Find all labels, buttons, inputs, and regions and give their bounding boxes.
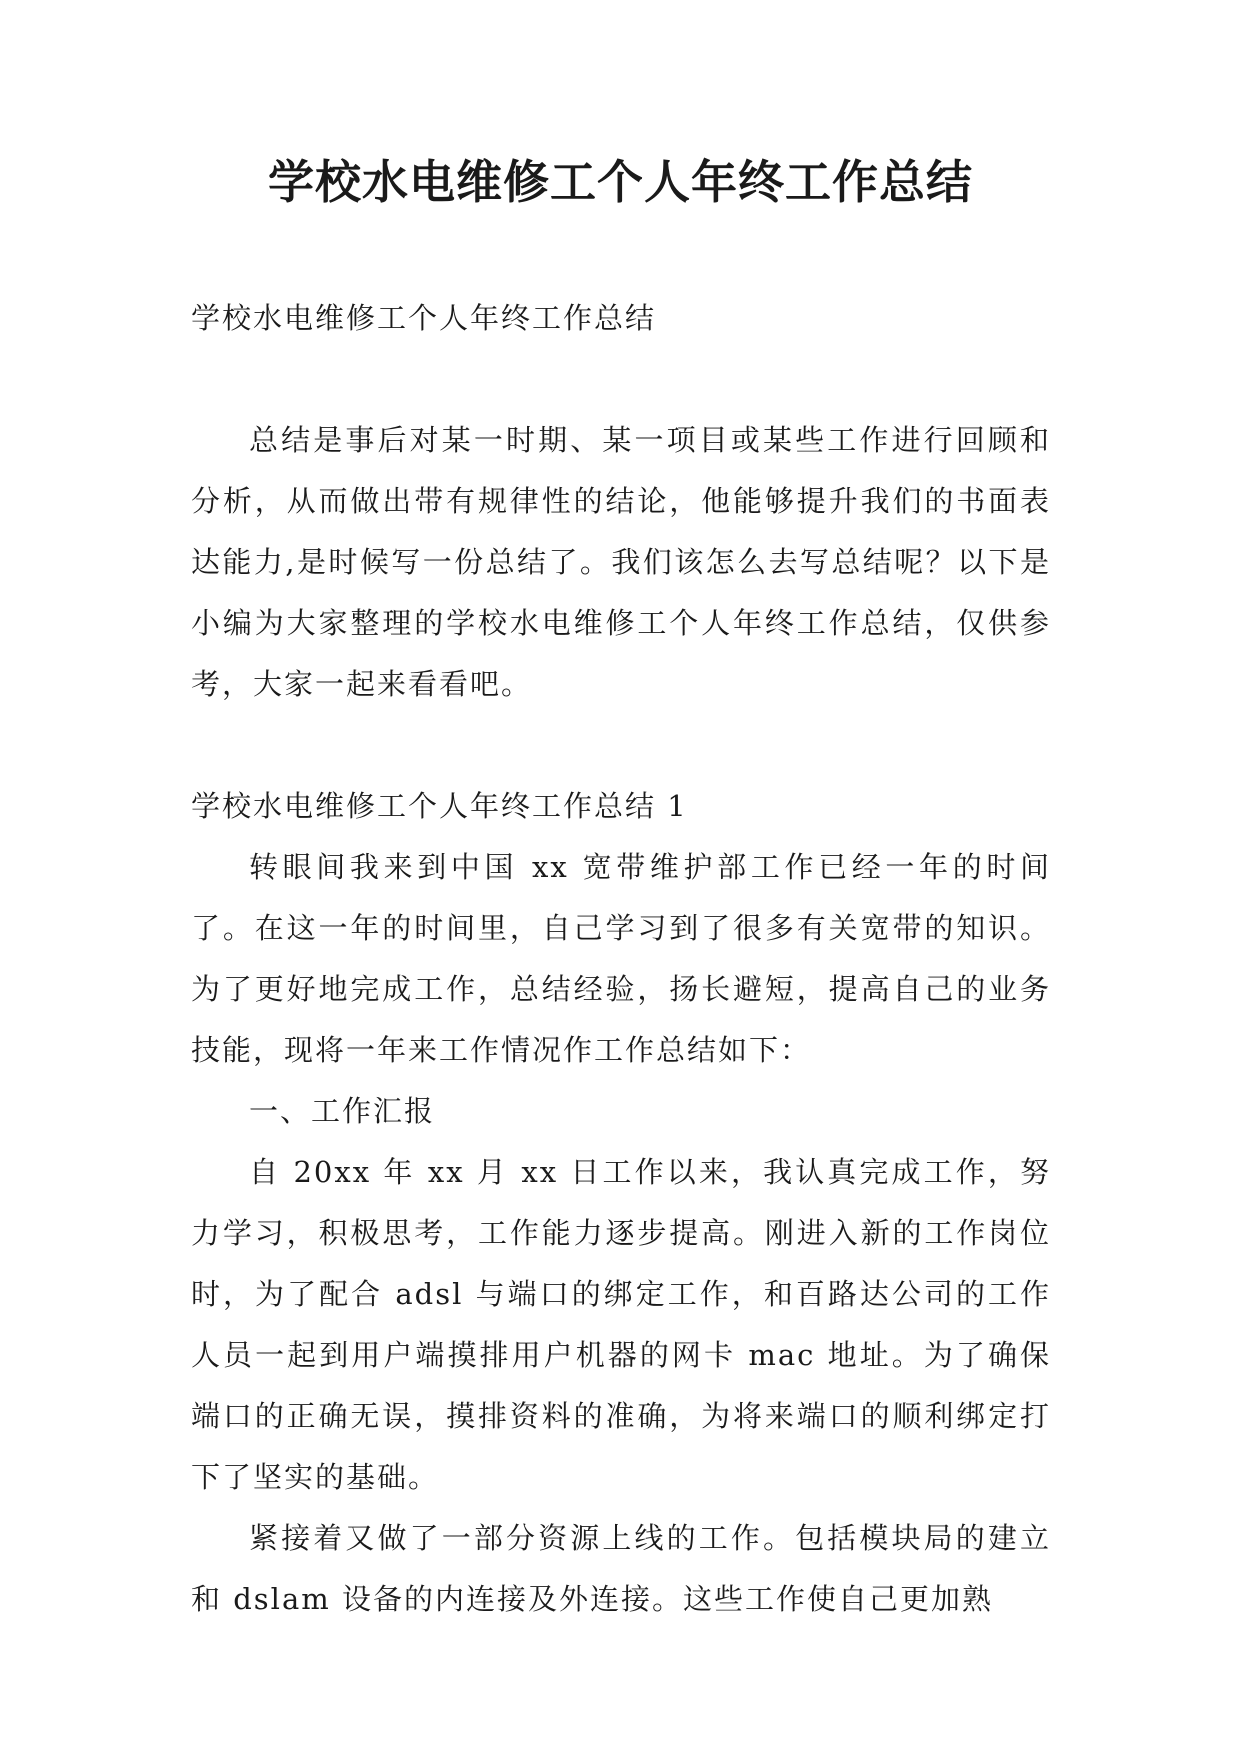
document-title: 学校水电维修工个人年终工作总结 — [268, 155, 973, 209]
intro-paragraph: 总结是事后对某一时期、某一项目或某些工作进行回顾和分析，从而做出带有规律性的结论，他能够提升我们的书面表达能力,是时候写一份总结了。我们该怎么去写总结呢？以下是小编为大家整理的学校水电维修工个人年终工作总结，仅供参考，大家一起来看看吧。 — [191, 423, 1051, 701]
document-subtitle: 学校水电维修工个人年终工作总结 — [191, 301, 657, 335]
body-paragraph-3: 紧接着又做了一部分资源上线的工作。包括模块局的建立和 dslam 设备的内连接及外连接。这些工作使自己更加熟 — [191, 1521, 1051, 1616]
document-body — [191, 288, 1051, 1630]
section-heading-work-report: 一、工作汇报 — [249, 1094, 436, 1128]
body-paragraph-2: 自 20xx 年 xx 月 xx 日工作以来，我认真完成工作，努力学习，积极思考，工作能力逐步提高。刚进入新的工作岗位时，为了配合 adsl 与端口的绑定工作，和百路达公司的工作人员一起到用户端摸排用户机器的网卡 mac 地址。为了确保端口的正确无误，摸排资料的准确，为将来端口的顺利绑定打下了坚实的基础。 — [191, 1155, 1051, 1494]
section-title: 学校水电维修工个人年终工作总结 1 — [191, 789, 688, 823]
body-paragraph-1: 转眼间我来到中国 xx 宽带维护部工作已经一年的时间了。在这一年的时间里，自己学习到了很多有关宽带的知识。为了更好地完成工作，总结经验，扬长避短，提高自己的业务技能，现将一年来工作情况作工作总结如下： — [191, 850, 1051, 1067]
